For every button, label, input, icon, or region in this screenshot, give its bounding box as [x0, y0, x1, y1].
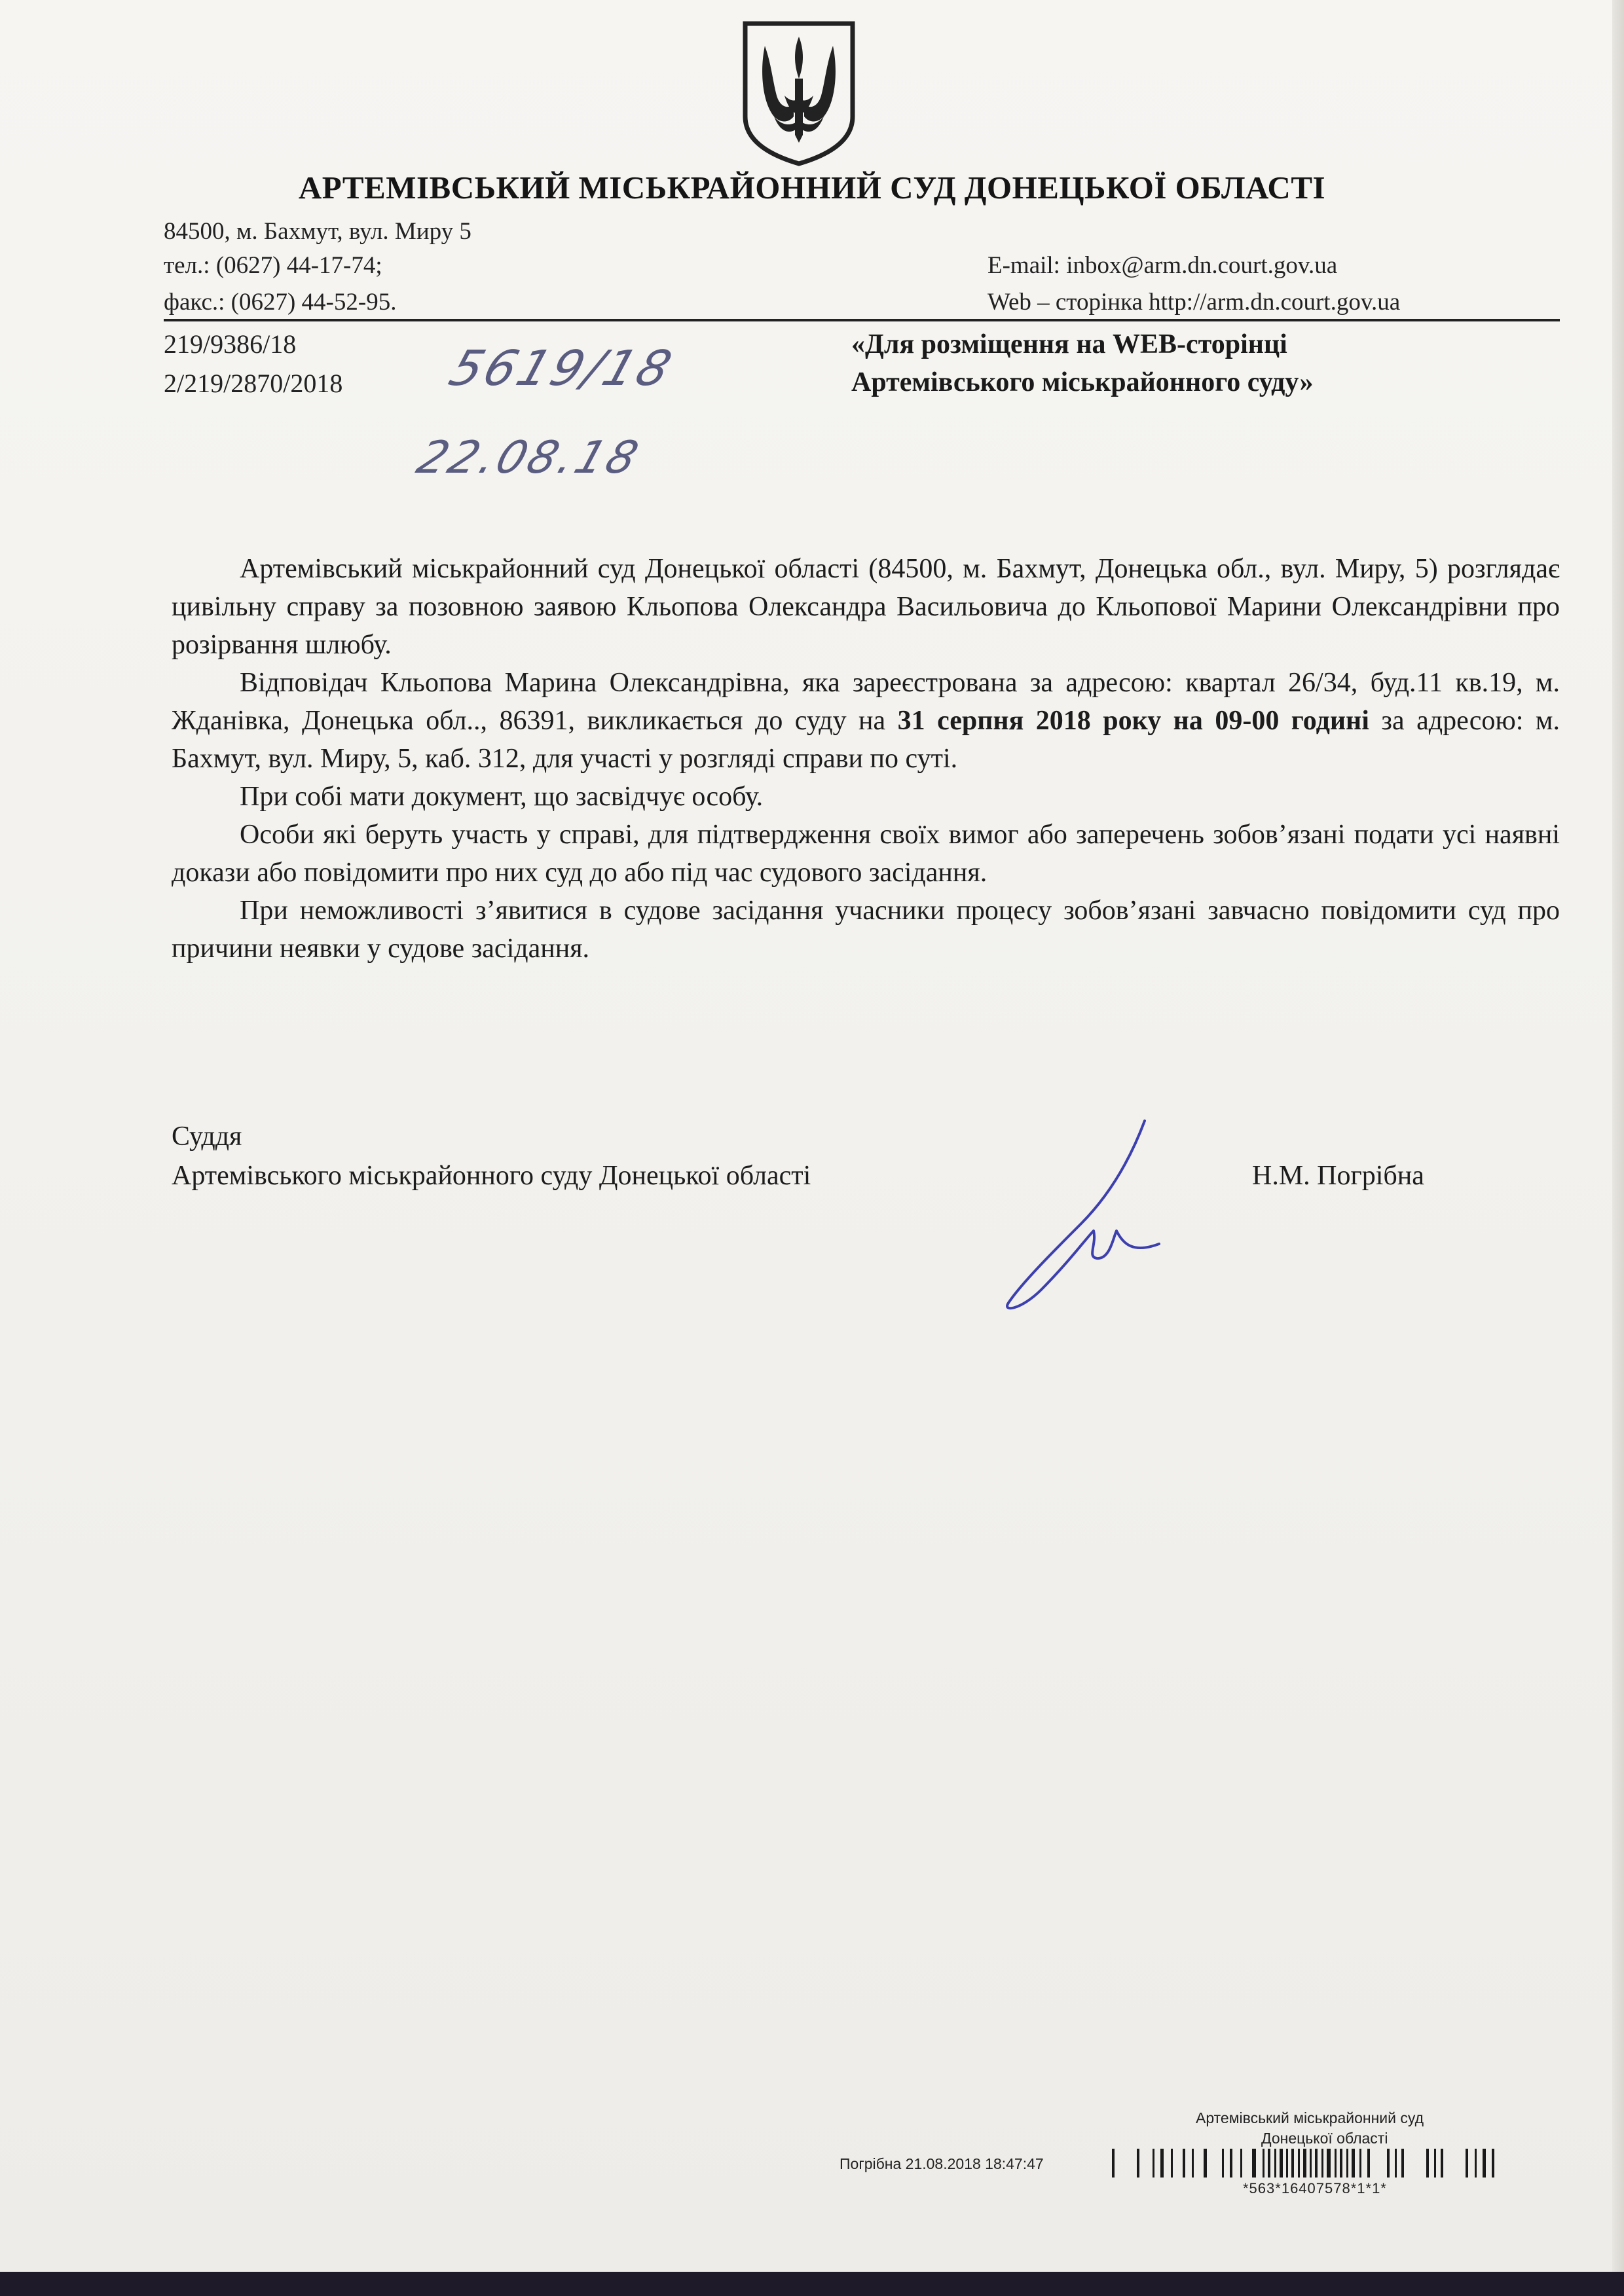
publication-note-line1: «Для розміщення на WEB-сторінці [851, 329, 1287, 359]
summons-body [172, 550, 1560, 968]
header-divider [164, 319, 1560, 321]
body-paragraph: Артемівський міськрайонний суд Донецької області (84500, м. Бахмут, Донецька обл., вул. Миру, 5) розглядає цивільну справу за позовною заявою Кльопова Олександра Васильовича до Кльопової Марини Олександрівни про розірвання шлюбу. [172, 554, 1560, 660]
publication-note-line2: Артемівського міськрайонного суду» [851, 367, 1314, 397]
court-address: 84500, м. Бахмут, вул. Миру 5 [164, 218, 471, 245]
court-fax: факс.: (0627) 44-52-95. [164, 289, 397, 316]
handwritten-registration-number: 5619/18 [443, 340, 681, 397]
court-website: Web – сторінка http://arm.dn.court.gov.ua [987, 289, 1401, 316]
court-email: E-mail: inbox@arm.dn.court.gov.ua [987, 252, 1338, 279]
stamp-court-line1: Артемівський міськрайонний суд [1196, 2109, 1424, 2126]
body-paragraph [172, 664, 1560, 778]
body-text-span: Відповідач Кльопова Марина Олександрівна, яка зареєстрована за адресою: квартал 26/34, буд.11 кв.19, м. Жданівка, Донецька обл.., 86391, викликається до суду на [172, 668, 1560, 736]
hearing-date-time: 31 серпня 2018 року на 09-00 годині [897, 706, 1369, 736]
body-paragraph: При собі мати документ, що засвідчує особу. [240, 782, 764, 812]
judge-name: Н.М. Погрібна [1252, 1161, 1424, 1191]
handwritten-registration-date: 22.08.18 [411, 432, 647, 484]
court-name-heading: АРТЕМІВСЬКИЙ МІСЬКРАЙОННИЙ СУД ДОНЕЦЬКОЇ ОБЛАСТІ [298, 170, 1326, 206]
document-barcode [1112, 2147, 1570, 2179]
handwritten-signature [982, 1113, 1198, 1316]
signer-court: Артемівського міськрайонного суду Донецької області [172, 1161, 811, 1191]
trident-emblem-icon [733, 18, 864, 168]
page-edge [1612, 0, 1624, 2296]
body-paragraph: При неможливості з’явитися в судове засідання учасники процесу зобов’язані завчасно повідомити суд про причини неявки у судове засідання. [172, 896, 1560, 964]
court-phone: тел.: (0627) 44-17-74; [164, 252, 382, 279]
scan-border [0, 2272, 1624, 2296]
body-paragraph: Особи які беруть участь у справі, для підтвердження своїх вимог або заперечень зобов’язані подати усі наявні докази або повідомити про них суд до або під час судового засідання. [172, 820, 1560, 888]
signer-timestamp: Погрібна 21.08.2018 18:47:47 [840, 2155, 1044, 2172]
barcode-number: *563*16407578*1*1* [1243, 2180, 1387, 2196]
proceeding-number: 2/219/2870/2018 [164, 369, 343, 398]
case-number: 219/9386/18 [164, 329, 297, 359]
signer-title: Суддя [172, 1121, 242, 1152]
body-text-span: за адресою: м. Бахмут, вул. Миру, 5, каб. 312, для участі у розгляді справи по суті. [172, 706, 1560, 774]
stamp-court-line2: Донецької області [1261, 2130, 1388, 2147]
